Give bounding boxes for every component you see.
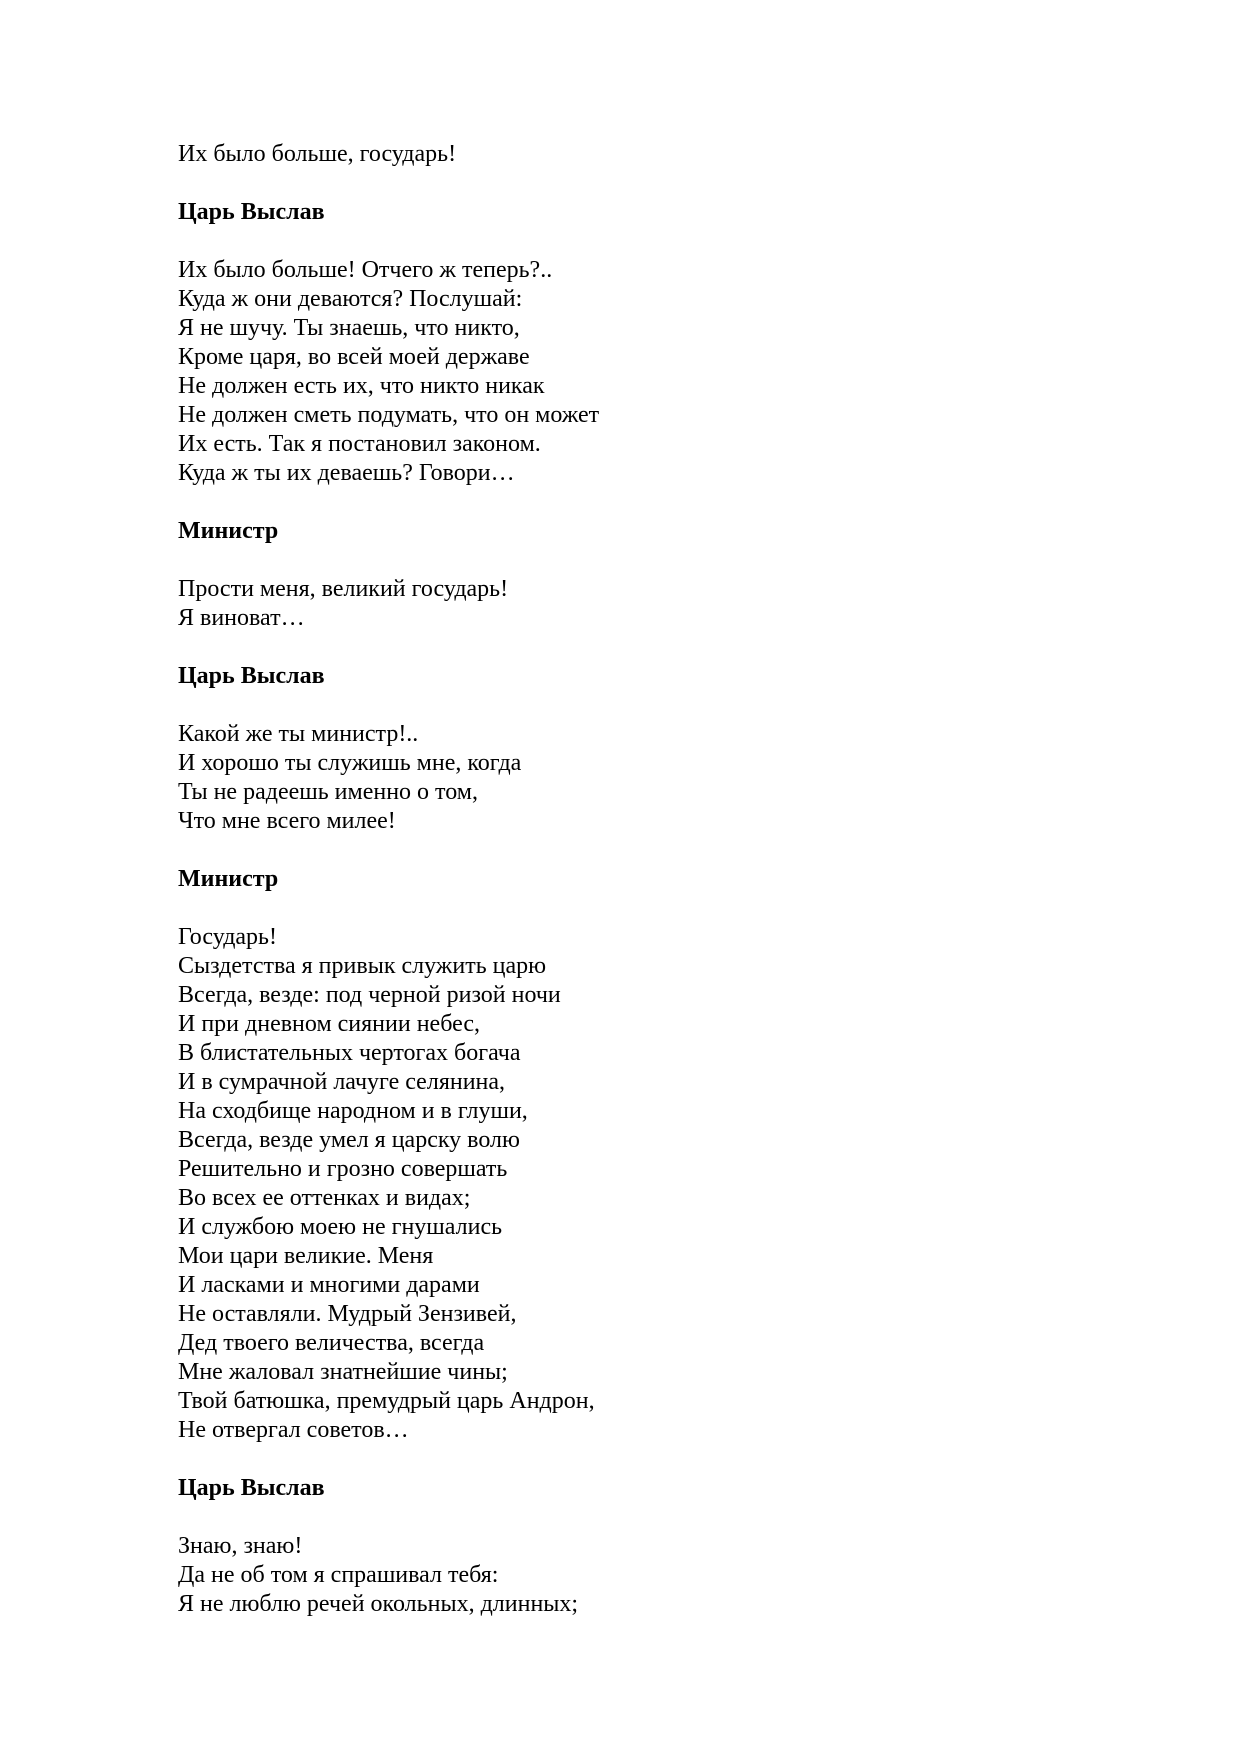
speech-block xyxy=(178,256,1158,488)
speech-line: Их есть. Так я постановил законом. xyxy=(178,431,541,457)
speech-line: Кроме царя, во всей моей державе xyxy=(178,344,530,370)
speech-line: Их было больше, государь! xyxy=(178,141,457,167)
speech-line: Куда ж они деваются? Послушай: xyxy=(178,286,523,312)
speech-line: Я не люблю речей окольных, длинных; xyxy=(178,1591,579,1617)
speech-line: Я виноват… xyxy=(178,605,305,631)
speaker-name: Министр xyxy=(178,866,279,892)
speech-line: И хорошо ты служишь мне, когда xyxy=(178,750,522,776)
speech-block xyxy=(178,1532,1158,1619)
block-gap xyxy=(178,633,1158,662)
speech-line: Дед твоего величества, всегда xyxy=(178,1330,485,1356)
speech-block xyxy=(178,923,1158,1445)
speech-line: Мне жаловал знатнейшие чины; xyxy=(178,1359,508,1385)
speech-line: И в сумрачной лачуге селянина, xyxy=(178,1069,506,1095)
speech-line: Что мне всего милее! xyxy=(178,808,396,834)
speech-line: Не оставляли. Мудрый Зензивей, xyxy=(178,1301,517,1327)
speaker-name: Царь Выслав xyxy=(178,199,325,225)
block-gap xyxy=(178,691,1158,720)
speech-line: И ласками и многими дарами xyxy=(178,1272,480,1298)
block-gap xyxy=(178,169,1158,198)
speaker-name: Царь Выслав xyxy=(178,663,325,689)
speech-line: И службою моею не гнушались xyxy=(178,1214,503,1240)
speech-line: В блистательных чертогах богача xyxy=(178,1040,521,1066)
document-page xyxy=(178,140,1158,1619)
speech-line: Решительно и грозно совершать xyxy=(178,1156,508,1182)
speech-line: Ты не радеешь именно о том, xyxy=(178,779,478,805)
speech-block xyxy=(178,140,1158,169)
speech-line: Не отвергал советов… xyxy=(178,1417,409,1443)
speech-line: Всегда, везде умел я царску волю xyxy=(178,1127,520,1153)
block-gap xyxy=(178,488,1158,517)
speech-line: Я не шучу. Ты знаешь, что никто, xyxy=(178,315,520,341)
speaker-name: Министр xyxy=(178,518,279,544)
speech-line: И при дневном сиянии небес, xyxy=(178,1011,480,1037)
speech-line: Прости меня, великий государь! xyxy=(178,576,509,602)
speech-line: Да не об том я спрашивал тебя: xyxy=(178,1562,499,1588)
block-gap xyxy=(178,227,1158,256)
speech-line: Твой батюшка, премудрый царь Андрон, xyxy=(178,1388,595,1414)
speech-block xyxy=(178,720,1158,836)
speaker-name: Царь Выслав xyxy=(178,1475,325,1501)
speech-line: Их было больше! Отчего ж теперь?.. xyxy=(178,257,553,283)
speech-line: Во всех ее оттенках и видах; xyxy=(178,1185,471,1211)
block-gap xyxy=(178,1445,1158,1474)
block-gap xyxy=(178,1503,1158,1532)
speech-line: Знаю, знаю! xyxy=(178,1533,303,1559)
speech-line: Сыздетства я привык служить царю xyxy=(178,953,547,979)
speech-line: Не должен есть их, что никто никак xyxy=(178,373,545,399)
speech-line: Не должен сметь подумать, что он может xyxy=(178,402,600,428)
speech-line: На сходбище народном и в глуши, xyxy=(178,1098,528,1124)
speech-line: Куда ж ты их деваешь? Говори… xyxy=(178,460,515,486)
speech-line: Всегда, везде: под черной ризой ночи xyxy=(178,982,561,1008)
block-gap xyxy=(178,894,1158,923)
speech-line: Какой же ты министр!.. xyxy=(178,721,419,747)
block-gap xyxy=(178,546,1158,575)
speech-line: Мои цари великие. Меня xyxy=(178,1243,434,1269)
speech-block xyxy=(178,575,1158,633)
block-gap xyxy=(178,836,1158,865)
speech-line: Государь! xyxy=(178,924,277,950)
